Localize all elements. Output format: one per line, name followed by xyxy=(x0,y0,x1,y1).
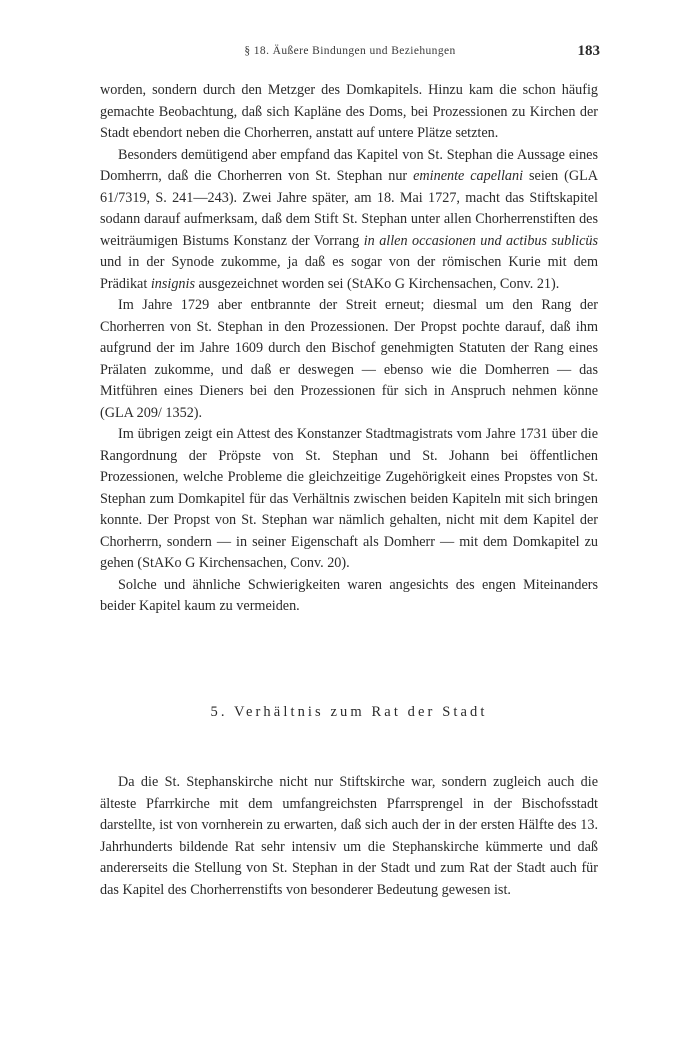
latin-phrase-in-allen-occasionen: in allen occasionen und actibus sublicüs xyxy=(363,232,598,249)
paragraph-2-text-a: Besonders demütigend aber empfand das Kapitel von St. Stephan die Aussage eines Domherrn, daß die Chorherren von St. Stephan nur xyxy=(100,146,598,184)
running-title: § 18. Äußere Bindungen und Beziehungen xyxy=(244,45,456,57)
page-number: 183 xyxy=(577,43,600,59)
running-head xyxy=(100,43,600,63)
latin-term-eminente-capellani: eminente capellani xyxy=(413,168,524,184)
paragraph-2-text-d: ausgezeichnet worden sei (StAKo G Kirchensachen, Conv. 21). xyxy=(194,275,560,292)
paragraph-6: Da die St. Stephanskirche nicht nur Stiftskirche war, sondern zugleich auch die älteste Pfarrkirche mit dem umfangreichsten Pfarrsprengel in der Bischofsstadt darstellte, ist von vornherein zu erwarten, daß sich auch der in der ersten Hälfte des 13. Jahrhunderts bildende Rat sehr intensiv um die Stephanskirche kümmerte und daß andererseits die Stellung von St. Stephan in der Stadt und zum Rat der Stadt auch für das Kapitel des Chorherrenstifts von besonderer Bedeutung gewesen ist. xyxy=(100,774,598,898)
main-text xyxy=(100,80,598,618)
paragraph-5: Solche und ähnliche Schwierigkeiten waren angesichts des engen Miteinanders beider Kapitel kaum zu vermeiden. xyxy=(100,576,598,614)
latin-term-insignis: insignis xyxy=(150,275,195,292)
paragraph-4: Im übrigen zeigt ein Attest des Konstanzer Stadtmagistrats vom Jahre 1731 über die Rangordnung der Pröpste von St. Stephan und St. Johann bei öffentlichen Prozessionen, welche Probleme die gleichzeitige Zugehörigkeit eines Propstes von St. Stephan zum Domkapitel für das Verhältnis zwischen beiden Kapiteln mit sich bringen konnte. Der Propst von St. Stephan war nämlich gehalten, nicht mit dem Kapitel der Chorherrn, sondern — in seiner Eigenschaft als Domherr — mit dem Domkapitel zu gehen (StAKo G Kirchensachen, Conv. 20). xyxy=(100,426,598,571)
paragraph-2 xyxy=(100,145,598,296)
paragraph-3: Im Jahre 1729 aber entbrannte der Streit erneut; diesmal um den Rang der Chorherren von St. Stephan in den Prozessionen. Der Propst pochte darauf, daß ihm aufgrund der im Jahre 1609 durch den Bischof genehmigten Statuten der Rang eines Prälaten zukomme, und daß er deswegen — ebenso wie die Domherren — das Mitführen eines Dieners bei den Prozessionen für sich in Anspruch nehmen könne (GLA 209/ 1352). xyxy=(100,297,598,421)
paragraph-1: worden, sondern durch den Metzger des Domkapitels. Hinzu kam die schon häufig gemachte Beobachtung, daß sich Kapläne des Doms, bei Prozessionen zu Kirchen der Stadt ebendort neben die Chorherren, anstatt auf untere Plätze setzten. xyxy=(100,82,598,141)
paragraph-2-text-c: und in der Synode zukomme, ja daß es sogar von der römischen Kurie mit dem Prädikat xyxy=(100,254,598,292)
paragraph-2-text-b: seien (GLA 61/7319, S. 241—243). Zwei Jahre später, am 18. Mai 1727, macht das Stiftskapitel sodann darauf aufmerksam, daß dem Stift St. Stephan unter allen Chorherrenstiften des weiträumigen Bistums Konstanz der Vorrang xyxy=(100,168,598,249)
section-heading: 5. Verhältnis zum Rat der Stadt xyxy=(210,704,488,720)
section-5 xyxy=(100,704,598,901)
